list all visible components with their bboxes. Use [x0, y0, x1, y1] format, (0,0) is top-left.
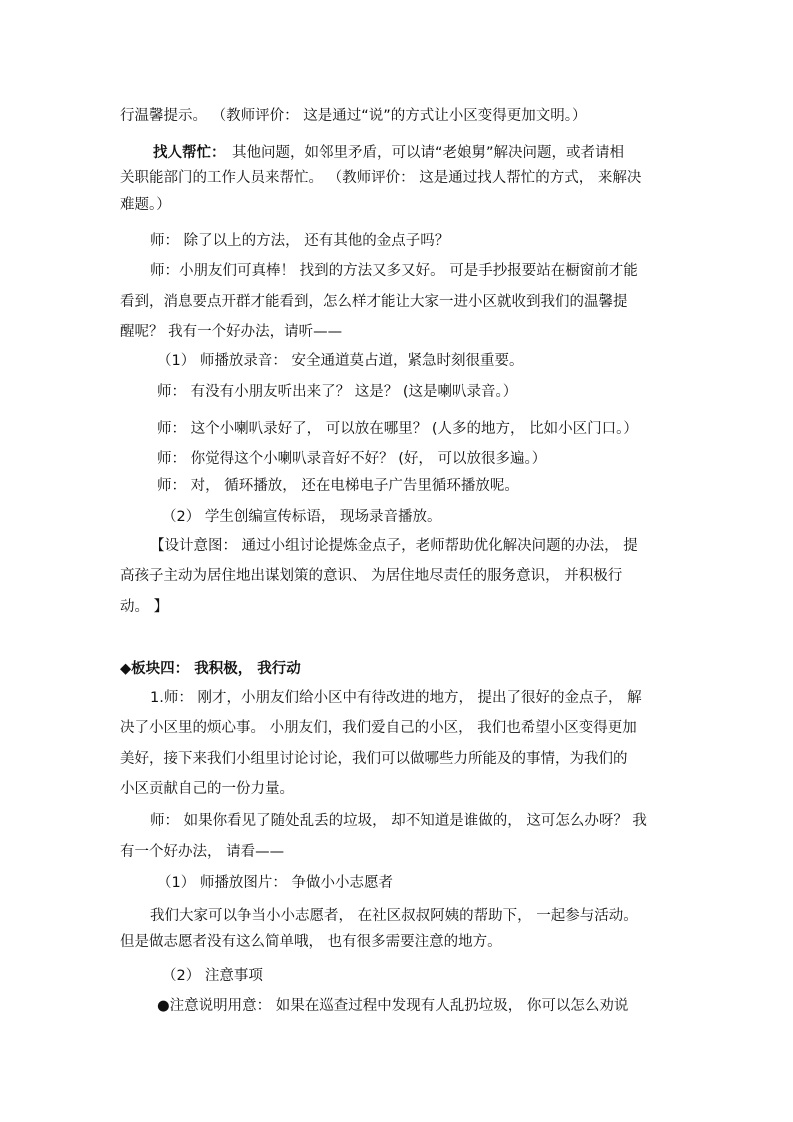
text-line: 关职能部门的工作人员来帮忙。 （教师评价： 这是通过找人帮忙的方式， 来解决	[120, 170, 642, 186]
text-line: （1） 师播放图片： 争做小小志愿者	[157, 875, 393, 891]
text-line: 找人帮忙：	[153, 145, 226, 161]
text-line: 师： 有没有小朋友听出来了？ 这是？ (这是喇叭录音。）	[157, 384, 518, 400]
text-line: 醒呢？ 我有一个好办法，请听——	[120, 324, 343, 340]
text-line: （2） 学生创编宣传标语， 现场录音播放。	[162, 509, 442, 525]
text-line: 行温馨提示。 （教师评价： 这是通过“说”的方式让小区变得更加文明。）	[120, 108, 587, 124]
text-line: 师： 对， 循环播放， 还在电梯电子广告里循环播放呢。	[157, 478, 519, 494]
text-line: 有一个好办法， 请看——	[120, 844, 285, 860]
text-line: 美好，接下来我们小组里讨论讨论，我们可以做哪些力所能及的事情，为我们的	[120, 751, 628, 767]
text-line: 师： 如果你看见了随处乱丢的垃圾， 却不知道是谁做的， 这可怎么办呀？ 我	[150, 813, 647, 829]
text-line: 动。 】	[120, 599, 169, 615]
text-line: 1.师： 刚才，小朋友们给小区中有待改进的地方， 提出了很好的金点子， 解	[150, 690, 642, 706]
text-line: 决了小区里的烦心事。 小朋友们，我们爱自己的小区， 我们也希望小区变得更加	[120, 720, 637, 736]
text-line: 其他问题，如邻里矛盾，可以请“老娘舅”解决问题，或者请相	[232, 145, 625, 161]
text-line: 师： 除了以上的方法， 还有其他的金点子吗？	[150, 233, 450, 249]
text-line: 师：小朋友们可真棒！ 找到的方法又多又好。 可是手抄报要站在橱窗前才能	[150, 263, 638, 279]
text-line: （2） 注意事项	[162, 968, 263, 984]
text-line: 我们大家可以争当小小志愿者， 在社区叔叔阿姨的帮助下， 一起参与活动。	[150, 908, 638, 924]
text-line: ●注意说明用意： 如果在巡查过程中发现有人乱扔垃圾， 你可以怎么劝说	[157, 998, 629, 1014]
section-heading: ◆板块四： 我积极， 我行动	[120, 661, 301, 677]
text-line: 师： 你觉得这个小喇叭录音好不好？ (好， 可以放很多遍。）	[157, 451, 547, 467]
text-line: 但是做志愿者没有这么简单哦， 也有很多需要注意的地方。	[120, 934, 502, 950]
text-line: 【设计意图： 通过小组讨论提炼金点子，老师帮助优化解决问题的办法， 提	[150, 538, 638, 554]
text-line: 看到，消息要点开群才能看到，怎么样才能让大家一进小区就收到我们的温馨提	[120, 294, 628, 310]
text-line: （1） 师播放录音： 安全通道莫占道，紧急时刻很重要。	[157, 353, 524, 369]
text-line: 高孩子主动为居住地出谋划策的意识、 为居住地尽责任的服务意识， 并积极行	[120, 568, 623, 584]
text-line: 难题。）	[120, 197, 171, 213]
text-line: 师： 这个小喇叭录好了， 可以放在哪里？ (人多的地方， 比如小区门口。）	[157, 421, 638, 437]
text-line: 小区贡献自己的一份力量。	[120, 781, 294, 797]
